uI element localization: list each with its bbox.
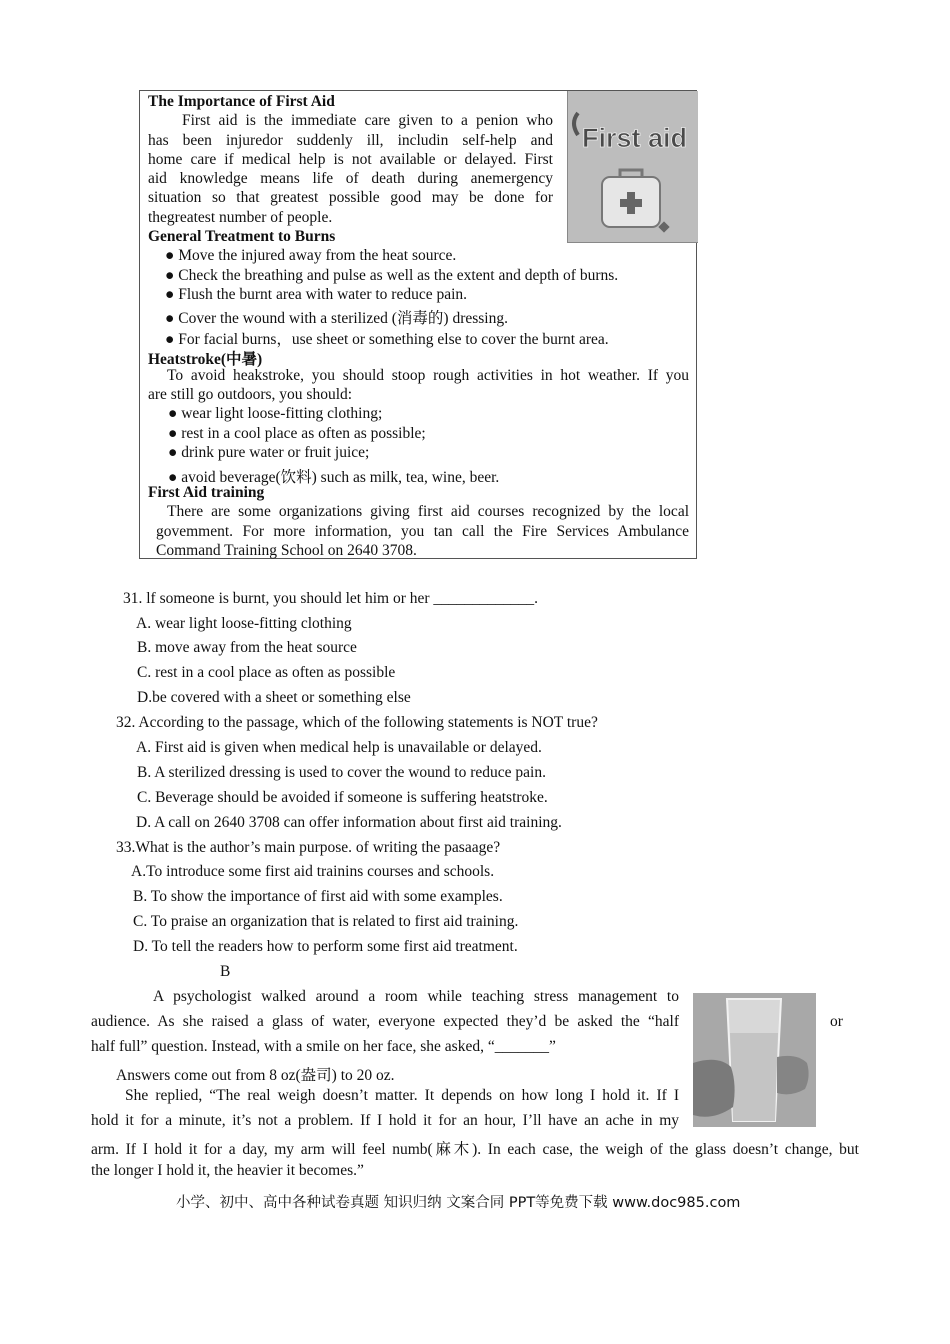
first-aid-image xyxy=(567,91,698,243)
answer-option: B. To show the importance of first aid with some examples. xyxy=(133,888,503,905)
heatstroke-item: ● avoid beverage(饮料) such as milk, tea, wine, beer. xyxy=(168,469,500,486)
intro-line: situation so that greatest possible good may be done for xyxy=(148,189,553,206)
heatstroke-item: ● wear light loose-fitting clothing; xyxy=(168,405,383,422)
question-stem: 31. lf someone is burnt, you should let him or her _____________. xyxy=(123,590,539,607)
page-footer: 小学、初中、高中各种试卷真题 知识归纳 文案合同 PPT等免费下载 www.doc985.com xyxy=(176,1195,741,1211)
burns-item: ● Check the breathing and pulse as well as the extent and depth of burns. xyxy=(165,267,619,284)
passage-b-line: half full” question. Instead, with a smile on her face, she asked, “_______” xyxy=(91,1038,556,1055)
heatstroke-item: ● rest in a cool place as often as possible; xyxy=(168,425,426,442)
answer-option: C. To praise an organization that is related to first aid training. xyxy=(133,913,519,930)
burns-item: ● For facial burns，use sheet or something else to cover the burnt area. xyxy=(165,331,609,348)
question-stem: 32. According to the passage, which of the following statements is NOT true? xyxy=(116,714,598,731)
heatstroke-line: are still go outdoors, you should: xyxy=(148,386,353,403)
answer-option: C. Beverage should be avoided if someone is suffering heatstroke. xyxy=(137,789,548,806)
water-glass-image xyxy=(693,993,816,1127)
answer-option: D. A call on 2640 3708 can offer information about first aid training. xyxy=(136,814,562,831)
passage-b-line: the longer I hold it, the heavier it becomes.” xyxy=(91,1162,364,1179)
answer-option: D.be covered with a sheet or something else xyxy=(137,689,411,706)
answer-option: B. A sterilized dressing is used to cover the wound to reduce pain. xyxy=(137,764,546,781)
passage-b-line: Answers come out from 8 oz(盎司) to 20 oz. xyxy=(116,1067,395,1084)
intro-line: First aid is the immediate care given to a penion who xyxy=(182,112,553,129)
section-label: B xyxy=(220,963,231,980)
passage-b-line: audience. As she raised a glass of water, everyone expected they’d be asked the “half xyxy=(91,1013,679,1030)
training-line: There are some organizations giving first aid courses recognized by the local xyxy=(167,503,689,520)
heatstroke-heading: Heatstroke(中暑) xyxy=(148,351,263,368)
passage-b-line: arm. If I hold it for a day, my arm will feel numb(麻木). In each case, the weigh of the glass doesn’t change, but xyxy=(91,1141,859,1158)
heatstroke-item: ● drink pure water or fruit juice; xyxy=(168,444,370,461)
answer-option: C. rest in a cool place as often as possible xyxy=(137,664,396,681)
intro-line: aid knowledge means life of death during anemergency xyxy=(148,170,553,187)
passage-b-line: or xyxy=(830,1013,843,1030)
training-heading: First Aid training xyxy=(148,484,265,501)
question-stem: 33.What is the author’s main purpose. of writing the pasaage? xyxy=(116,839,501,856)
answer-option: A. First aid is given when medical help is unavailable or delayed. xyxy=(136,739,542,756)
passage-b-line: She replied, “The real weigh doesn’t matter. It depends on how long I hold it. If I xyxy=(125,1087,679,1104)
intro-line: has been injuredor suddenly ill, includin self-help and xyxy=(148,132,553,149)
answer-option: B. move away from the heat source xyxy=(137,639,357,656)
burns-heading: General Treatment to Burns xyxy=(148,228,336,245)
training-line: Command Training School on 2640 3708. xyxy=(156,542,417,559)
burns-item: ● Cover the wound with a sterilized (消毒的) dressing. xyxy=(165,310,508,327)
passage-b-line: A psychologist walked around a room while teaching stress management to xyxy=(153,988,679,1005)
training-line: govemment. For more information, you tan call the Fire Services Ambulance xyxy=(156,523,689,540)
answer-option: D. To tell the readers how to perform some first aid treatment. xyxy=(133,938,518,955)
answer-option: A. wear light loose-fitting clothing xyxy=(136,615,352,632)
first-aid-logo-text: First aid xyxy=(582,123,688,153)
answer-option: A.To introduce some first aid trainins courses and schools. xyxy=(131,863,495,880)
intro-line: home care if medical help is not available or delayed. First xyxy=(148,151,553,168)
burns-item: ● Move the injured away from the heat source. xyxy=(165,247,457,264)
passage-a-title: The Importance of First Aid xyxy=(148,93,335,110)
passage-b-line: hold it for a minute, it’s not a problem. If I hold it for an hour, I’ll have an ache in my xyxy=(91,1112,679,1129)
intro-line: thegreatest number of people. xyxy=(148,209,333,226)
burns-item: ● Flush the burnt area with water to reduce pain. xyxy=(165,286,468,303)
heatstroke-line: To avoid heakstroke, you should stoop rough activities in hot weather. If you xyxy=(167,367,689,384)
